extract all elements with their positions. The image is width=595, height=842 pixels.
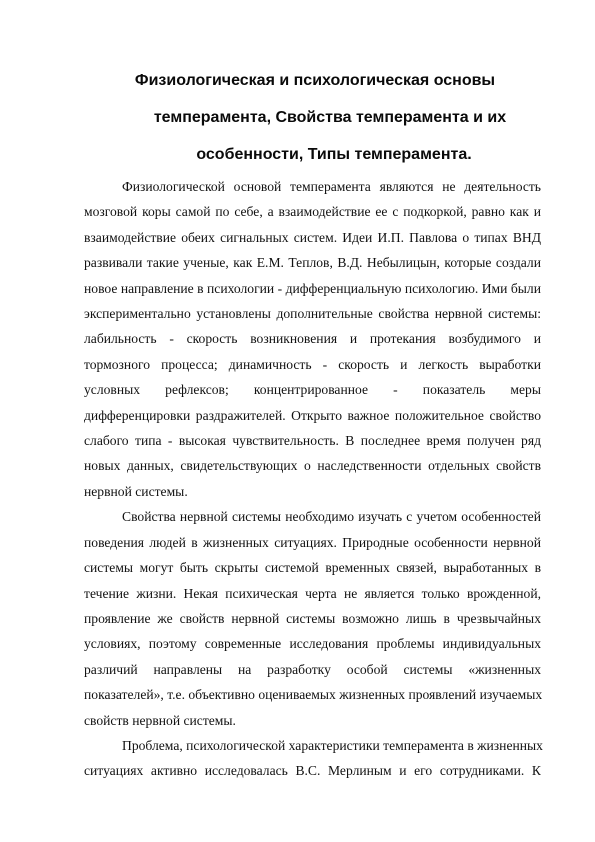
text-line: системы могут быть скрыты системой временных связей, выработанных в [84,560,541,576]
text-line: свойств нервной системы. [84,712,236,728]
text-line: слабого типа - высокая чувствительность. В последнее время получен ряд [84,433,541,449]
title-line: особенности, Типы темперамента. [196,146,472,163]
text-line: экспериментально установлены дополнительные свойства нервной системы: [84,306,541,322]
text-line: проявление же свойств нервной системы возможно лишь в чрезвычайных [84,610,541,626]
text-line: развивали такие ученые, как Е.М. Теплов, В.Д. Небылицын, которые создали [84,255,541,271]
text-line: Проблема, психологической характеристики темперамента в жизненных [122,737,543,753]
document-title [100,62,530,173]
text-line: взаимодействие обеих сигнальных систем. Идеи И.П. Павлова о типах ВНД [84,229,541,245]
title-line: Физиологическая и психологическая основы [134,72,496,89]
text-line: поведения людей в жизненных ситуациях. Природные особенности нервной [84,534,541,550]
text-line: условных рефлексов; концентрированное - показатель меры [84,382,541,398]
paragraph-3 [84,733,541,784]
text-line: нервной системы. [84,483,188,499]
text-line: лабильность - скорость возникновения и протекания возбудимого и [84,331,541,347]
text-line: новое направление в психологии - дифференциальную психологию. Ими были [84,280,541,296]
document-body [84,174,541,784]
paragraph-1 [84,174,541,504]
text-line: Физиологической основой темперамента являются не деятельность [122,179,541,194]
text-line: показателей», т.е. объективно оцениваемых жизненных проявлений изучаемых [84,687,543,703]
text-line: ситуациях активно исследовалась В.С. Мерлиным и его сотрудниками. К [84,763,541,779]
text-line: различий направлены на разработку особой системы «жизненных [84,661,541,677]
title-line: темперамента, Свойства темперамента и их [153,109,507,126]
text-line: дифференцировки раздражителей. Открыто важное положительное свойство [84,407,541,423]
text-line: Свойства нервной системы необходимо изучать с учетом особенностей [122,509,541,525]
text-line: мозговой коры самой по себе, а взаимодействие ее с подкоркой, равно как и [84,204,541,220]
text-line: тормозного процесса; динамичность - скорость и легкость выработки [84,356,541,372]
paragraph-2 [84,504,541,733]
text-line: условиях, поэтому современные исследования проблемы индивидуальных [84,636,541,652]
text-line: новых данных, свидетельствующих о наследственности отдельных свойств [84,458,541,474]
text-line: течение жизни. Некая психическая черта не является только врожденной, [84,585,541,601]
